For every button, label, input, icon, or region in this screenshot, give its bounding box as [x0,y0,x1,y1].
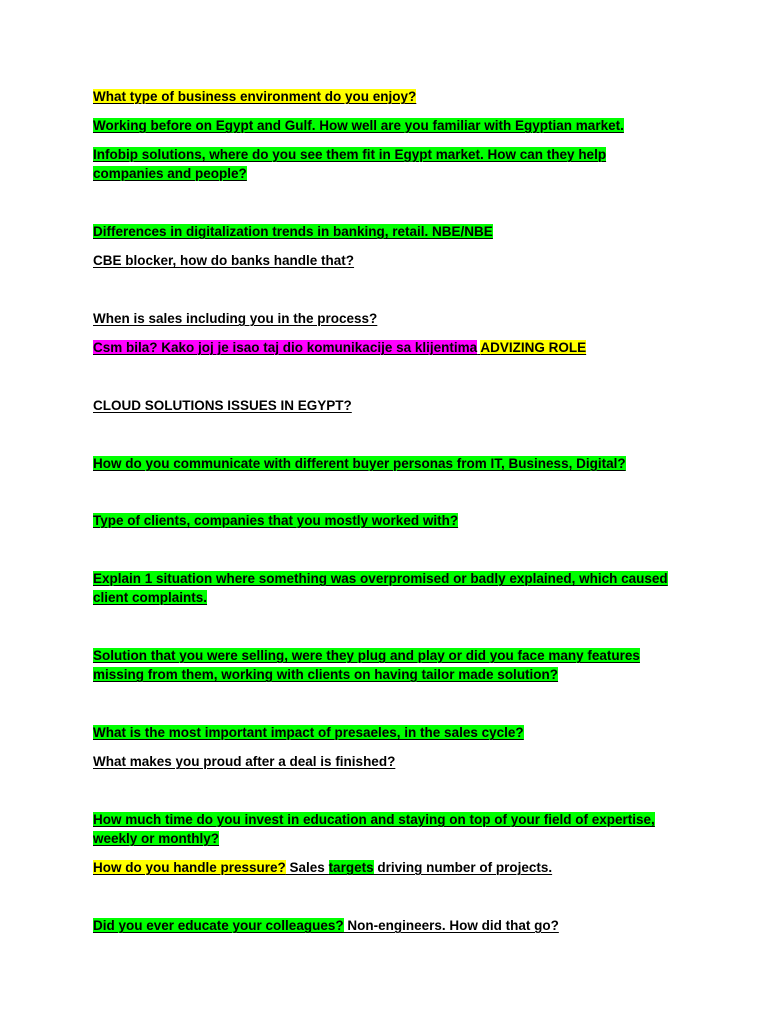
plain-text: What makes you proud after a deal is finished? [93,754,396,769]
question-line [93,454,693,473]
question-line [93,916,693,935]
highlighted-text: Infobip solutions, where do you see them fit in Egypt market. How can they help [93,147,607,162]
highlighted-text: Explain 1 situation where something was overpromised or badly explained, which caused [93,571,668,586]
question-line [93,858,693,877]
question-line-continuation [93,164,693,183]
question-line [93,569,693,588]
question-line [93,511,693,530]
question-line [93,145,693,164]
question-line [93,810,693,829]
question-line [93,723,693,742]
highlighted-text: What type of business environment do you enjoy? [93,89,417,104]
question-line [93,338,693,357]
highlighted-text: Working before on Egypt and Gulf. How well are you familiar with Egyptian market. [93,118,624,133]
question-line [93,752,693,771]
question-line [93,87,693,106]
question-line-continuation [93,665,693,684]
question-line [93,646,693,665]
question-line [93,222,693,241]
plain-text: When is sales including you in the process? [93,311,378,326]
highlighted-text: What is the most important impact of presaeles, in the sales cycle? [93,725,524,740]
highlighted-text: Type of clients, companies that you mostly worked with? [93,513,459,528]
question-line-continuation [93,588,693,607]
highlighted-text: targets [328,860,374,875]
highlighted-text: How do you communicate with different buyer personas from IT, Business, Digital? [93,456,626,471]
plain-text: Non-engineers. How did that go? [343,918,559,933]
highlighted-text: client complaints. [93,590,208,605]
highlighted-text: missing from them, working with clients on having tailor made solution? [93,667,559,682]
highlighted-text: Did you ever educate your colleagues? [93,918,344,933]
plain-text: Sales [285,860,329,875]
question-line [93,309,693,328]
highlighted-text: Csm bila? Kako joj je isao taj dio komunikacije sa klijentima [93,340,478,355]
question-line [93,396,693,415]
highlighted-text: weekly or monthly? [93,831,220,846]
question-line-continuation [93,829,693,848]
highlighted-text: Differences in digitalization trends in banking, retail. NBE/NBE [93,224,493,239]
highlighted-text: companies and people? [93,166,247,181]
question-line [93,251,693,270]
plain-text: CLOUD SOLUTIONS ISSUES IN EGYPT? [93,398,352,413]
highlighted-text: How much time do you invest in education and staying on top of your field of expertise, [93,812,655,827]
highlighted-text: Solution that you were selling, were they plug and play or did you face many features [93,648,640,663]
highlighted-text: How do you handle pressure? [93,860,286,875]
plain-text: CBE blocker, how do banks handle that? [93,253,355,268]
question-line [93,116,693,135]
highlighted-text: ADVIZING ROLE [480,340,587,355]
plain-text: driving number of projects. [373,860,553,875]
